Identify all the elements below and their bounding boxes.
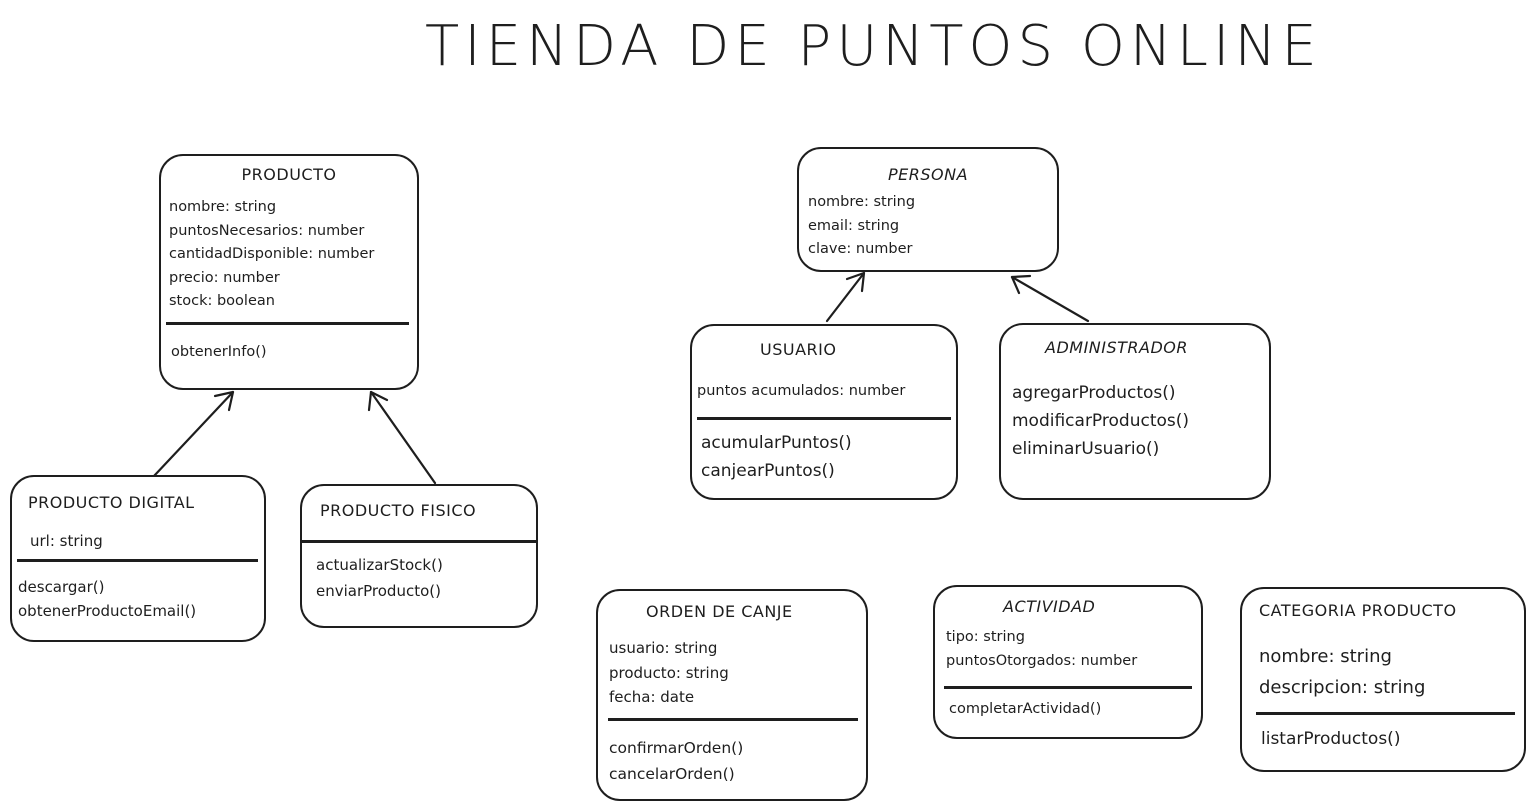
separator xyxy=(608,718,858,721)
method-list xyxy=(316,552,443,604)
class-name: PRODUCTO FISICO xyxy=(320,501,477,520)
method: obtenerProductoEmail() xyxy=(18,602,197,620)
method: obtenerInfo() xyxy=(171,344,267,360)
attribute: nombre: string xyxy=(169,199,277,215)
method-list xyxy=(609,735,743,787)
arrow-producto-digital-to-producto xyxy=(154,392,233,476)
class-name: PERSONA xyxy=(887,165,969,184)
attribute: descripcion: string xyxy=(1259,677,1426,698)
attribute-list xyxy=(697,379,905,403)
method: actualizarStock() xyxy=(316,556,443,574)
attribute: stock: boolean xyxy=(169,293,275,309)
separator xyxy=(17,559,258,562)
attribute: url: string xyxy=(30,532,103,550)
method-list xyxy=(171,341,267,364)
method: cancelarOrden() xyxy=(609,765,735,783)
method-list xyxy=(1261,725,1400,753)
attribute: producto: string xyxy=(609,663,729,682)
method: eliminarUsuario() xyxy=(1012,439,1160,459)
method: modificarProductos() xyxy=(1012,411,1190,431)
method: acumularPuntos() xyxy=(701,433,852,453)
attribute: cantidadDisponible: number xyxy=(169,246,375,262)
method: canjearPuntos() xyxy=(701,461,835,481)
class-categoria-producto[interactable] xyxy=(1240,587,1526,772)
method-list xyxy=(949,697,1101,721)
class-actividad[interactable] xyxy=(933,585,1203,739)
attribute: precio: number xyxy=(169,269,280,286)
method: agregarProductos() xyxy=(1012,383,1176,403)
class-orden-de-canje[interactable] xyxy=(596,589,868,801)
arrow-producto-fisico-to-producto xyxy=(369,392,435,483)
attribute-list xyxy=(946,625,1137,673)
attribute-list xyxy=(808,191,915,262)
attribute: puntosOtorgados: number xyxy=(946,653,1138,669)
attribute-list xyxy=(609,636,729,710)
method: confirmarOrden() xyxy=(609,739,744,757)
class-name: ORDEN DE CANJE xyxy=(646,602,793,621)
class-producto-fisico[interactable] xyxy=(300,484,538,628)
attribute: fecha: date xyxy=(609,688,695,706)
class-name: PRODUCTO DIGITAL xyxy=(28,493,195,512)
class-usuario[interactable] xyxy=(690,324,958,500)
method: listarProductos() xyxy=(1261,729,1401,749)
class-name: ADMINISTRADOR xyxy=(1045,338,1188,357)
attribute: tipo: string xyxy=(946,629,1025,645)
attribute-list xyxy=(169,196,374,314)
attribute-list xyxy=(30,529,103,553)
attribute: usuario: string xyxy=(609,639,718,657)
separator xyxy=(1256,712,1515,715)
class-producto[interactable] xyxy=(159,154,419,390)
method: completarActividad() xyxy=(949,701,1102,717)
arrow-administrador-to-persona xyxy=(1012,276,1088,321)
class-name: PRODUCTO xyxy=(241,165,337,184)
method: enviarProducto() xyxy=(316,582,441,600)
arrow-usuario-to-persona xyxy=(827,273,864,321)
class-name: ACTIVIDAD xyxy=(1003,597,1096,616)
attribute: puntos acumulados: number xyxy=(697,383,906,399)
separator xyxy=(302,540,536,543)
class-name: CATEGORIA PRODUCTO xyxy=(1259,601,1457,620)
class-producto-digital[interactable] xyxy=(10,475,266,642)
attribute: puntosNecesarios: number xyxy=(169,222,365,239)
attribute: clave: number xyxy=(808,241,913,257)
class-administrador[interactable] xyxy=(999,323,1271,500)
method: descargar() xyxy=(18,578,105,596)
method-list xyxy=(18,575,196,623)
diagram-title: TIENDA DE PUNTOS ONLINE xyxy=(425,14,1322,79)
separator xyxy=(697,417,951,420)
separator xyxy=(166,322,409,325)
attribute: nombre: string xyxy=(1259,646,1392,667)
attribute: email: string xyxy=(808,217,900,234)
attribute-list xyxy=(1259,641,1425,703)
class-name: USUARIO xyxy=(760,340,837,359)
attribute: nombre: string xyxy=(808,194,916,210)
method-list xyxy=(701,429,852,485)
class-persona[interactable] xyxy=(797,147,1059,272)
method-list xyxy=(1012,379,1189,463)
separator xyxy=(944,686,1192,689)
